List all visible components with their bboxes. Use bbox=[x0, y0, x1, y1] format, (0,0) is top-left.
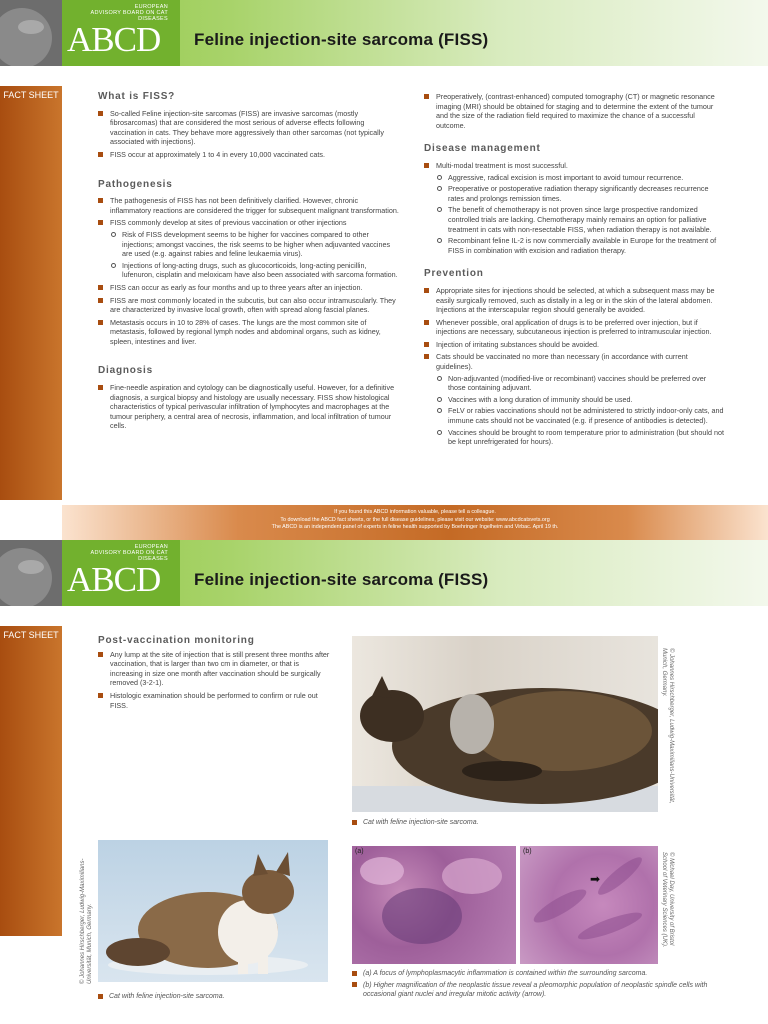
histology-a-illustration bbox=[352, 846, 516, 964]
caption-item bbox=[352, 981, 732, 1000]
histology-captions bbox=[352, 969, 732, 1002]
list-item-text: FISS commonly develop at sites of previous vaccination or other injections bbox=[110, 218, 347, 228]
sub-list-item: FeLV or rabies vaccinations should not be administered to strictly indoor-only cats, and immune cats should not be vaccinated (e.g. if presence of antibodies is detected). bbox=[436, 406, 724, 425]
list-item: Injection of irritating substances should be avoided. bbox=[424, 340, 724, 350]
org-name: EUROPEAN ADVISORY BOARD ON CAT DISEASES bbox=[90, 544, 168, 562]
list-item: Metastasis occurs in 10 to 28% of cases. The lungs are the most common site of metastasis, followed by regional lymph nodes and abdominal organs, such as kidney, spleen, intestines and liver. bbox=[98, 318, 400, 347]
fact-sheet-label: FACT SHEET bbox=[3, 630, 59, 640]
list-item bbox=[98, 218, 400, 280]
list-item: Any lump at the site of injection that is still present three months after vaccination, that is larger than two cm in diameter, or that is increasing in size one month after vaccination should be surgically removed (3-2-1). bbox=[98, 650, 330, 688]
cat-logo-image bbox=[0, 0, 62, 66]
list-item: The pathogenesis of FISS has not been definitively clarified. However, chronic inflammatory reactions are considered the trigger for subsequent malignant transformation. bbox=[98, 196, 400, 215]
header-bar bbox=[0, 540, 768, 606]
section-heading: Prevention bbox=[424, 268, 484, 280]
section-what-is-fiss bbox=[98, 92, 400, 160]
list-item-text: Multi-modal treatment is most successful. bbox=[436, 160, 568, 170]
sub-list-item: Vaccines with a long duration of immunity should be used. bbox=[436, 395, 724, 405]
arrow-icon: ➡ bbox=[590, 872, 601, 886]
sub-list-item: Injections of long-acting drugs, such as glucocorticoids, long-acting penicillin, lufenuron, cisplatin and meloxicam have also been associated with sarcoma formation. bbox=[110, 261, 400, 280]
sub-list-item: The benefit of chemotherapy is not proven since large prospective randomized controlled trials are lacking. Chemotherapy mainly remains an option for palliative treatment in cats with non-resectable FISS, when radiation therapy is not available. bbox=[436, 205, 724, 234]
page-title: Feline injection-site sarcoma (FISS) bbox=[194, 30, 489, 49]
photo-caption bbox=[352, 818, 652, 827]
section-heading: Diagnosis bbox=[98, 365, 153, 377]
sub-list-item: Recombinant feline IL-2 is now commercially available in Europe for the treatment of FISS in combination with excision and radiation therapy. bbox=[436, 236, 724, 255]
post-vaccination-section bbox=[98, 636, 330, 713]
list-item: FISS occur at approximately 1 to 4 in every 10,000 vaccinated cats. bbox=[98, 150, 400, 160]
list-item: FISS can occur as early as four months and up to three years after an injection. bbox=[98, 283, 400, 293]
caption-text: Cat with feline injection-site sarcoma. bbox=[363, 819, 479, 826]
section-disease-management bbox=[424, 144, 724, 255]
logo-text: ABCD bbox=[67, 20, 161, 59]
list-item-text: Cats should be vaccinated no more than necessary (in accordance with current guidelines). bbox=[436, 352, 688, 372]
logo-text: ABCD bbox=[67, 560, 161, 599]
abcd-logo bbox=[62, 0, 180, 66]
cat-back-illustration bbox=[352, 636, 658, 812]
section-heading: Disease management bbox=[424, 143, 541, 155]
header-bar bbox=[0, 0, 768, 66]
section-prevention bbox=[424, 269, 724, 447]
panel-label-a: (a) bbox=[355, 848, 364, 855]
section-heading: What is FISS? bbox=[98, 91, 176, 102]
sub-list-item: Preoperative or postoperative radiation therapy significantly decreases recurrence rates and prolongs remission times. bbox=[436, 184, 724, 203]
list-item: Preoperatively, (contrast-enhanced) computed tomography (CT) or magnetic resonance imaging (MRI) should be obtained for staging and to determine the extent of the tumour and the size of the radiation field required to maximize the chance of a successful outcome. bbox=[424, 92, 724, 130]
panel-label-b: (b) bbox=[523, 848, 532, 855]
histology-b-illustration bbox=[520, 846, 658, 964]
caption-text: Cat with feline injection-site sarcoma. bbox=[109, 993, 225, 1000]
cat-logo-image bbox=[0, 540, 62, 606]
section-pathogenesis bbox=[98, 180, 400, 347]
abcd-logo bbox=[62, 540, 180, 606]
fact-sheet-sidebar bbox=[0, 86, 62, 500]
caption-text: (b) Higher magnification of the neoplastic tissue reveal a pleomorphic population of neoplastic spindle cells with occasional giant nuclei and irregular mitotic activity (arrow). bbox=[363, 981, 708, 998]
photo-credit: © Michael Day, University of Bristol School of Veterinary Sciences (UK). bbox=[661, 852, 674, 948]
list-item: Histologic examination should be performed to confirm or rule out FISS. bbox=[98, 691, 330, 710]
footer-link-line[interactable]: To download the ABCD fact sheets, or the full disease guidelines, please visit our website: www.abcdcatsvets.org bbox=[280, 516, 550, 523]
photo-credit: © Johannes Hirschberger, Ludwig-Maximilians-Universität, Munich, Germany. bbox=[80, 858, 93, 984]
page-1 bbox=[0, 0, 768, 500]
sub-list-item: Aggressive, radical excision is most important to avoid tumour recurrence. bbox=[436, 173, 724, 183]
sub-list-item: Non-adjuvanted (modified-live or recombinant) vaccines should be preferred over those containing adjuvant. bbox=[436, 374, 724, 393]
list-item: Appropriate sites for injections should be selected, at which a subsequent mass may be easily surgically removed, such as distally in a leg or in the skin of the lateral abdomen. Injections at the interscapular region should generally be avoided. bbox=[424, 286, 724, 315]
section-heading: Post-vaccination monitoring bbox=[98, 635, 255, 646]
cat-standing-illustration bbox=[98, 840, 328, 982]
list-item: So-called Feline injection-site sarcomas (FISS) are invasive sarcomas (mostly fibrosarcomas) that are considered the most serious of adverse effects following vaccination in cats. They behave more aggressively than other sarcomas (not typically associated with injections). bbox=[98, 109, 400, 147]
fact-sheet-sidebar bbox=[0, 626, 62, 936]
footer-band bbox=[62, 505, 768, 541]
photo-cat-sarcoma-back bbox=[352, 636, 658, 812]
photo-caption bbox=[98, 992, 328, 1001]
list-item: FISS are most commonly located in the subcutis, but can also occur intramuscularly. They are characterized by invasive local growth, often with spread along fascial planes. bbox=[98, 296, 400, 315]
photo-cat-standing bbox=[98, 840, 328, 982]
list-item bbox=[424, 352, 724, 446]
photo-histology-b bbox=[520, 846, 658, 964]
photo-credit: © Johannes Hirschberger, Ludwig-Maximilians-Universität, Munich, Germany. bbox=[661, 648, 674, 804]
section-heading: Pathogenesis bbox=[98, 178, 173, 190]
left-column bbox=[98, 92, 400, 445]
org-name: EUROPEAN ADVISORY BOARD ON CAT DISEASES bbox=[90, 4, 168, 22]
list-item: Whenever possible, oral application of drugs is to be preferred over injection, but if injections are necessary, subcutaneous injection is preferred to intramuscular injection. bbox=[424, 318, 724, 337]
list-item bbox=[424, 161, 724, 255]
footer-line: If you found this ABCD information valuable, please tell a colleague. bbox=[334, 509, 496, 515]
footer-line: The ABCD is an independent panel of experts in feline health supported by Boehringer Ingelheim and Virbac. April 19 th. bbox=[271, 524, 559, 531]
list-item: Fine-needle aspiration and cytology can be diagnostically useful. However, for a definitive diagnosis, a surgical biopsy and histology are usually necessary. FISS show histological characteristics of typical perivascular infiltration of lymphocytes and macrophages at the tumour periphery, a central area of necrosis, inflammation, and local infiltration of tumour cells. bbox=[98, 383, 400, 431]
right-column bbox=[424, 92, 724, 461]
sub-list-item: Vaccines should be brought to room temperature prior to administration (but should not be kept unrefrigerated for hours). bbox=[436, 428, 724, 447]
page-title: Feline injection-site sarcoma (FISS) bbox=[194, 570, 489, 589]
sub-list-item: Risk of FISS development seems to be higher for vaccines compared to other injections; amongst vaccines, the risk seems to be higher when adjuvanted vaccines are used (e.g. against rabies and feline leukaemia virus). bbox=[110, 230, 400, 259]
caption-text: (a) A focus of lymphoplasmacytic inflammation is contained within the surrounding sarcoma. bbox=[363, 970, 648, 977]
fact-sheet-label: FACT SHEET bbox=[3, 90, 59, 100]
caption-item bbox=[352, 969, 732, 979]
photo-histology-a bbox=[352, 846, 516, 964]
section-diagnosis bbox=[98, 366, 400, 431]
section-preoperative bbox=[424, 92, 724, 130]
